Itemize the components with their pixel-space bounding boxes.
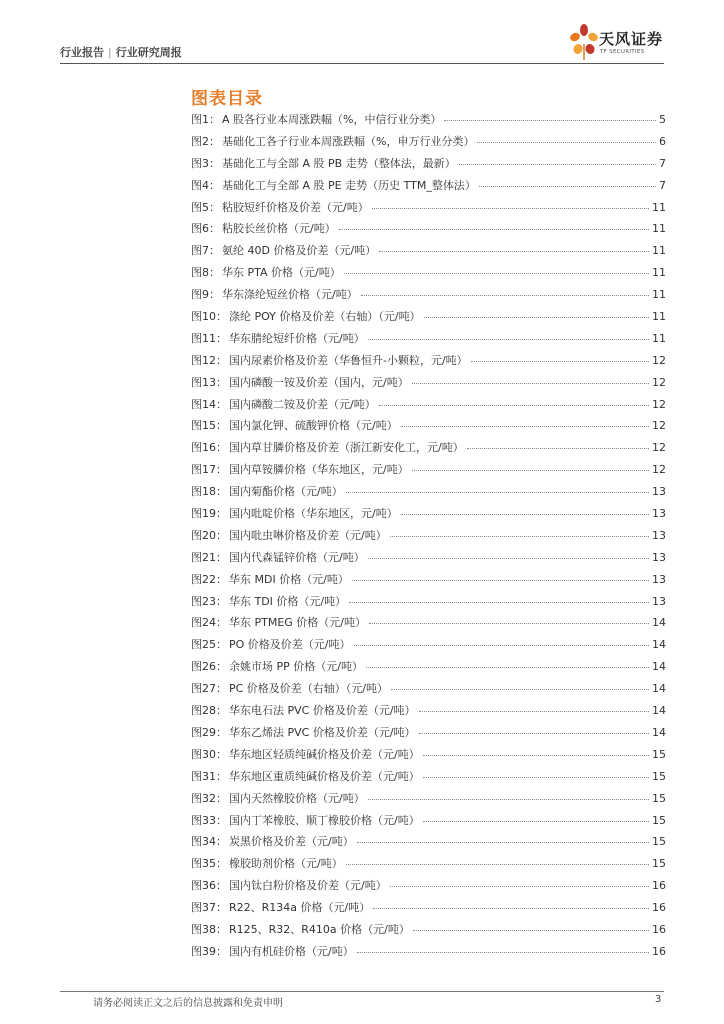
toc-entry-label — [191, 374, 409, 390]
toc-entry-number: 图35： — [191, 857, 227, 871]
toc-entry[interactable] — [191, 658, 666, 680]
toc-dot-leader — [423, 777, 649, 778]
toc-dot-leader — [413, 930, 649, 931]
toc-list — [191, 111, 666, 965]
toc-entry-page: 15 — [652, 857, 666, 871]
toc-entry-title: 华东 MDI 价格（元/吨） — [229, 572, 349, 586]
toc-entry-title: 基础化工与全部 A 股 PB 走势（整体法，最新） — [222, 156, 456, 170]
toc-entry-number: 图30： — [191, 747, 227, 761]
toc-entry-title: 国内磷酸二铵及价差（元/吨） — [229, 397, 376, 411]
toc-entry-number: 图14： — [191, 397, 227, 411]
toc-dot-leader — [346, 492, 649, 493]
company-logo — [569, 22, 669, 62]
toc-entry-number: 图22： — [191, 572, 227, 586]
toc-dot-leader — [379, 251, 649, 252]
toc-entry-number: 图23： — [191, 594, 227, 608]
toc-entry-number: 图34： — [191, 835, 227, 849]
toc-entry-label — [191, 242, 376, 258]
toc-entry-page: 13 — [652, 594, 666, 608]
toc-entry-label — [191, 746, 420, 762]
toc-entry-title: 国内菊酯价格（元/吨） — [229, 485, 343, 499]
toc-entry[interactable] — [191, 943, 666, 965]
toc-entry-number: 图13： — [191, 375, 227, 389]
toc-entry-number: 图31： — [191, 769, 227, 783]
toc-entry[interactable] — [191, 177, 666, 199]
toc-entry-number: 图39： — [191, 944, 227, 958]
toc-dot-leader — [390, 886, 649, 887]
toc-entry-label — [191, 505, 398, 521]
toc-entry[interactable] — [191, 220, 666, 242]
toc-entry-label — [191, 614, 366, 630]
toc-entry[interactable] — [191, 921, 666, 943]
toc-entry-label — [191, 593, 346, 609]
toc-entry-page: 11 — [652, 222, 666, 236]
toc-entry-page: 16 — [652, 922, 666, 936]
toc-entry-label — [191, 330, 365, 346]
toc-entry-label — [191, 111, 441, 127]
toc-entry[interactable] — [191, 111, 666, 133]
toc-dot-leader — [471, 361, 649, 362]
doc-type-label: 行业报告 — [60, 46, 104, 59]
toc-entry-title: PO 价格及价差（元/吨） — [229, 638, 351, 652]
footer-rule — [60, 991, 664, 992]
toc-entry-title: 国内草甘膦价格及价差（浙江新安化工，元/吨） — [229, 441, 464, 455]
toc-entry-label — [191, 877, 387, 893]
toc-entry-title: R125、R32、R410a 价格（元/吨） — [229, 922, 410, 936]
toc-entry-label — [191, 133, 474, 149]
toc-entry[interactable] — [191, 286, 666, 308]
toc-entry[interactable] — [191, 833, 666, 855]
toc-entry[interactable] — [191, 155, 666, 177]
toc-dot-leader — [423, 821, 649, 822]
toc-entry[interactable] — [191, 330, 666, 352]
toc-dot-leader — [390, 536, 649, 537]
toc-entry-title: 基础化工与全部 A 股 PE 走势（历史 TTM_整体法） — [222, 178, 476, 192]
toc-entry-title: 华东 TDI 价格（元/吨） — [229, 594, 347, 608]
toc-dot-leader — [424, 317, 649, 318]
toc-entry-label — [191, 483, 343, 499]
toc-entry-page: 12 — [652, 419, 666, 433]
toc-entry[interactable] — [191, 527, 666, 549]
toc-entry-title: 华东 PTMEG 价格（元/吨） — [229, 616, 367, 630]
toc-entry-title: 国内氯化钾、硫酸钾价格（元/吨） — [229, 419, 398, 433]
toc-entry[interactable] — [191, 396, 666, 418]
toc-entry[interactable] — [191, 855, 666, 877]
toc-entry-label — [191, 155, 456, 171]
toc-entry-title: 华东腈纶短纤价格（元/吨） — [229, 331, 365, 345]
toc-entry-page: 5 — [659, 113, 666, 126]
toc-entry-number: 图5： — [191, 200, 220, 214]
toc-entry-title: 国内吡虫啉价格及价差（元/吨） — [229, 528, 387, 542]
toc-entry-page: 15 — [652, 791, 666, 805]
toc-entry-label — [191, 177, 476, 193]
toc-entry-page: 13 — [652, 550, 666, 564]
toc-entry-number: 图24： — [191, 616, 227, 630]
footer-disclaimer: 请务必阅读正文之后的信息披露和免责申明 — [93, 998, 283, 1009]
toc-entry[interactable] — [191, 812, 666, 834]
toc-entry-number: 图2： — [191, 134, 220, 148]
toc-dot-leader — [366, 667, 649, 668]
header-rule — [60, 63, 664, 64]
toc-entry[interactable] — [191, 264, 666, 286]
toc-entry-page: 13 — [652, 572, 666, 586]
toc-entry[interactable] — [191, 746, 666, 768]
toc-entry[interactable] — [191, 417, 666, 439]
toc-entry-label — [191, 264, 341, 280]
toc-entry-number: 图27： — [191, 682, 227, 696]
toc-entry-page: 7 — [659, 178, 666, 192]
toc-dot-leader — [361, 295, 649, 296]
toc-entry-title: 涤纶 POY 价格及价差（右轴）（元/吨） — [229, 310, 421, 324]
toc-dot-leader — [412, 470, 649, 471]
toc-entry-title: A 股各行业本周涨跌幅（%，中信行业分类） — [222, 113, 442, 126]
header-separator: | — [108, 46, 112, 59]
toc-entry-number: 图26： — [191, 660, 227, 674]
toc-entry-title: 橡胶助剂价格（元/吨） — [229, 857, 343, 871]
toc-dot-leader — [419, 733, 649, 734]
toc-dot-leader — [352, 580, 649, 581]
toc-entry-title: 国内有机硅价格（元/吨） — [229, 944, 354, 958]
toc-entry-label — [191, 308, 421, 324]
toc-entry-page: 12 — [652, 463, 666, 477]
toc-entry-page: 13 — [652, 485, 666, 499]
toc-entry-page: 14 — [652, 638, 666, 652]
toc-entry-number: 图4： — [191, 178, 220, 192]
toc-entry-title: 国内天然橡胶价格（元/吨） — [229, 791, 365, 805]
toc-entry-title: 余姚市场 PP 价格（元/吨） — [229, 660, 363, 674]
toc-dot-leader — [401, 426, 649, 427]
toc-entry-number: 图20： — [191, 528, 227, 542]
toc-dot-leader — [372, 208, 649, 209]
toc-dot-leader — [357, 842, 649, 843]
toc-entry-title: 国内吡啶价格（华东地区，元/吨） — [229, 507, 398, 521]
toc-dot-leader — [373, 908, 649, 909]
toc-entry-title: 华东 PTA 价格（元/吨） — [222, 266, 341, 280]
toc-entry-label — [191, 417, 398, 433]
toc-dot-leader — [368, 799, 649, 800]
toc-entry-page: 16 — [652, 944, 666, 958]
toc-dot-leader — [423, 755, 649, 756]
toc-dot-leader — [357, 952, 649, 953]
toc-entry-label — [191, 768, 420, 784]
toc-entry-number: 图38： — [191, 922, 227, 936]
toc-entry-title: 国内丁苯橡胶、顺丁橡胶价格（元/吨） — [229, 813, 420, 827]
toc-entry-label — [191, 571, 349, 587]
toc-entry-label — [191, 527, 387, 543]
toc-entry-number: 图36： — [191, 879, 227, 893]
doc-subtype-label: 行业研究周报 — [115, 46, 182, 59]
toc-entry-number: 图12： — [191, 353, 227, 367]
toc-entry-number: 图1： — [191, 113, 220, 126]
toc-entry-title: PC 价格及价差（右轴）（元/吨） — [229, 682, 389, 696]
logo-name-cn: 天风证券 — [599, 30, 664, 48]
toc-entry-page: 6 — [659, 134, 666, 148]
toc-entry-title: 华东涤纶短丝价格（元/吨） — [222, 288, 358, 302]
toc-entry-label — [191, 899, 370, 915]
toc-entry-number: 图16： — [191, 441, 227, 455]
toc-entry-title: 粘胶长丝价格（元/吨） — [222, 222, 336, 236]
toc-entry[interactable] — [191, 724, 666, 746]
toc-entry-number: 图10： — [191, 310, 227, 324]
toc-dot-leader — [419, 711, 649, 712]
toc-entry-label — [191, 658, 363, 674]
toc-entry-page: 15 — [652, 769, 666, 783]
toc-entry-page: 15 — [652, 813, 666, 827]
toc-dot-leader — [369, 623, 649, 624]
toc-entry-number: 图7： — [191, 244, 220, 258]
toc-entry-page: 14 — [652, 704, 666, 718]
toc-entry-title: 粘胶短纤价格及价差（元/吨） — [222, 200, 369, 214]
toc-entry-page: 11 — [652, 331, 666, 345]
toc-entry-number: 图28： — [191, 704, 227, 718]
toc-entry-label — [191, 921, 410, 937]
toc-entry[interactable] — [191, 680, 666, 702]
toc-entry-number: 图29： — [191, 725, 227, 739]
toc-entry-label — [191, 812, 420, 828]
toc-entry-label — [191, 439, 464, 455]
toc-entry-number: 图3： — [191, 156, 220, 170]
toc-entry-label — [191, 855, 343, 871]
toc-dot-leader — [477, 142, 656, 143]
toc-entry-page: 11 — [652, 244, 666, 258]
report-header — [60, 44, 182, 60]
toc-entry[interactable] — [191, 593, 666, 615]
logo-name-en: TF SECURITIES — [600, 49, 645, 55]
toc-entry[interactable] — [191, 768, 666, 790]
toc-entry-number: 图18： — [191, 485, 227, 499]
toc-dot-leader — [368, 339, 649, 340]
toc-entry-label — [191, 680, 388, 696]
toc-dot-leader — [339, 229, 649, 230]
toc-entry-number: 图37： — [191, 901, 227, 915]
toc-entry[interactable] — [191, 505, 666, 527]
toc-entry[interactable] — [191, 439, 666, 461]
toc-entry-label — [191, 199, 369, 215]
toc-entry[interactable] — [191, 614, 666, 636]
toc-entry-page: 12 — [652, 375, 666, 389]
toc-entry-number: 图9： — [191, 288, 220, 302]
toc-entry-number: 图6： — [191, 222, 220, 236]
toc-entry-label — [191, 549, 365, 565]
toc-dot-leader — [479, 186, 656, 187]
toc-entry-label — [191, 220, 336, 236]
toc-entry-page: 14 — [652, 725, 666, 739]
toc-entry-title: 基础化工各子行业本周涨跌幅（%，申万行业分类） — [222, 134, 475, 148]
toc-entry[interactable] — [191, 199, 666, 221]
toc-entry-title: 炭黑价格及价差（元/吨） — [229, 835, 354, 849]
toc-entry-number: 图33： — [191, 813, 227, 827]
toc-dot-leader — [444, 120, 656, 121]
toc-entry-page: 15 — [652, 747, 666, 761]
toc-entry-page: 16 — [652, 879, 666, 893]
toc-entry[interactable] — [191, 790, 666, 812]
toc-entry-number: 图17： — [191, 463, 227, 477]
toc-entry[interactable] — [191, 133, 666, 155]
toc-entry-title: 华东地区轻质纯碱价格及价差（元/吨） — [229, 747, 420, 761]
toc-entry-number: 图25： — [191, 638, 227, 652]
toc-entry-label — [191, 636, 351, 652]
toc-entry-page: 11 — [652, 266, 666, 280]
toc-dot-leader — [346, 864, 649, 865]
toc-entry-title: 华东地区重质纯碱价格及价差（元/吨） — [229, 769, 420, 783]
toc-dot-leader — [354, 645, 650, 646]
toc-entry-title: 国内磷酸一铵及价差（国内，元/吨） — [229, 375, 409, 389]
toc-entry[interactable] — [191, 374, 666, 396]
toc-entry-label — [191, 396, 376, 412]
toc-entry-page: 11 — [652, 200, 666, 214]
toc-entry-label — [191, 702, 416, 718]
toc-entry-title: 国内钛白粉价格及价差（元/吨） — [229, 879, 387, 893]
toc-entry[interactable] — [191, 636, 666, 658]
toc-entry-number: 图8： — [191, 266, 220, 280]
toc-entry-page: 13 — [652, 528, 666, 542]
toc-dot-leader — [412, 383, 649, 384]
toc-entry-number: 图21： — [191, 550, 227, 564]
toc-entry[interactable] — [191, 483, 666, 505]
toc-dot-leader — [391, 689, 649, 690]
toc-entry-page: 12 — [652, 353, 666, 367]
toc-entry-title: 华东乙烯法 PVC 价格及价差（元/吨） — [229, 725, 416, 739]
page-number: 3 — [655, 994, 662, 1005]
toc-entry-page: 7 — [659, 156, 666, 170]
toc-entry[interactable] — [191, 702, 666, 724]
toc-entry-label — [191, 790, 365, 806]
toc-entry-number: 图19： — [191, 507, 227, 521]
toc-entry-label — [191, 352, 468, 368]
toc-dot-leader — [368, 558, 649, 559]
toc-entry-title: 氨纶 40D 价格及价差（元/吨） — [222, 244, 377, 258]
toc-entry[interactable] — [191, 571, 666, 593]
toc-dot-leader — [379, 405, 649, 406]
toc-entry[interactable] — [191, 352, 666, 374]
toc-entry-label — [191, 724, 416, 740]
toc-entry[interactable] — [191, 308, 666, 330]
toc-entry-title: 国内尿素价格及价差（华鲁恒升-小颗粒，元/吨） — [229, 353, 468, 367]
toc-dot-leader — [349, 602, 649, 603]
toc-entry-title: 国内代森锰锌价格（元/吨） — [229, 550, 365, 564]
toc-dot-leader — [459, 164, 656, 165]
toc-entry-page: 12 — [652, 441, 666, 455]
toc-entry-page: 11 — [652, 288, 666, 302]
toc-entry-page: 13 — [652, 507, 666, 521]
toc-entry-number: 图32： — [191, 791, 227, 805]
toc-entry[interactable] — [191, 877, 666, 899]
toc-entry-label — [191, 461, 409, 477]
toc-entry-page: 16 — [652, 901, 666, 915]
toc-entry-label — [191, 833, 354, 849]
toc-entry-page: 14 — [652, 682, 666, 696]
toc-entry-label — [191, 286, 358, 302]
toc-entry-title: 华东电石法 PVC 价格及价差（元/吨） — [229, 704, 416, 718]
flower-logo-icon — [569, 22, 599, 62]
toc-title: 图表目录 — [191, 89, 263, 109]
toc-entry[interactable] — [191, 461, 666, 483]
toc-entry-page: 14 — [652, 616, 666, 630]
toc-entry-page: 12 — [652, 397, 666, 411]
toc-dot-leader — [344, 273, 649, 274]
toc-entry-page: 11 — [652, 310, 666, 324]
toc-entry-page: 14 — [652, 660, 666, 674]
toc-entry-title: R22、R134a 价格（元/吨） — [229, 901, 371, 915]
toc-dot-leader — [401, 514, 649, 515]
toc-entry-page: 15 — [652, 835, 666, 849]
toc-entry-title: 国内草铵膦价格（华东地区，元/吨） — [229, 463, 409, 477]
toc-entry-number: 图15： — [191, 419, 227, 433]
toc-entry-label — [191, 943, 354, 959]
toc-entry-number: 图11： — [191, 331, 227, 345]
toc-dot-leader — [467, 448, 649, 449]
toc-entry[interactable] — [191, 242, 666, 264]
toc-entry[interactable] — [191, 549, 666, 571]
toc-entry[interactable] — [191, 899, 666, 921]
